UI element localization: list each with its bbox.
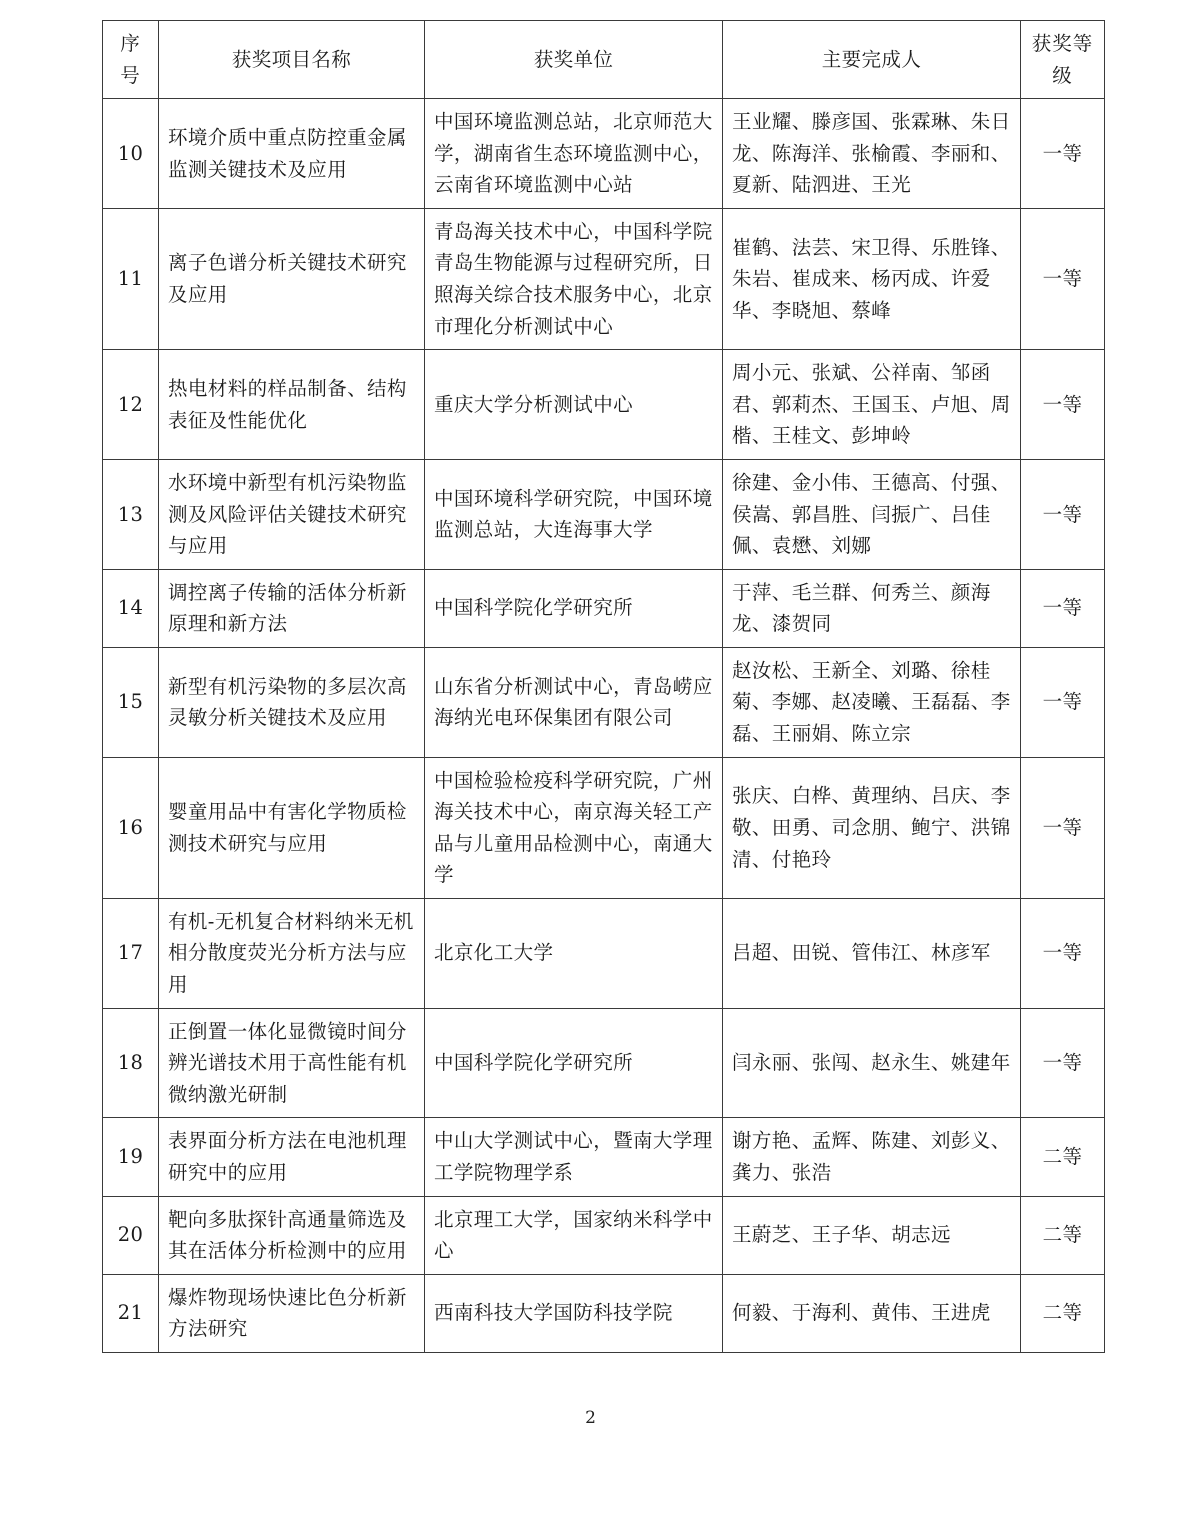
cell-sequence: 21 xyxy=(103,1274,159,1352)
cell-project: 婴童用品中有害化学物质检测技术研究与应用 xyxy=(159,757,425,898)
cell-sequence: 17 xyxy=(103,898,159,1008)
cell-people: 周小元、张斌、公祥南、邹函君、郭莉杰、王国玉、卢旭、周楷、王桂文、彭坤岭 xyxy=(723,350,1021,460)
cell-sequence: 10 xyxy=(103,99,159,209)
cell-people: 王业耀、滕彦国、张霖琳、朱日龙、陈海洋、张榆霞、李丽和、夏新、陆泗进、王光 xyxy=(723,99,1021,209)
cell-people: 吕超、田锐、管伟江、林彦军 xyxy=(723,898,1021,1008)
cell-people: 谢方艳、孟辉、陈建、刘彭义、龚力、张浩 xyxy=(723,1118,1021,1196)
table-row xyxy=(103,757,1105,898)
table-row xyxy=(103,1008,1105,1118)
cell-unit: 中国环境监测总站，北京师范大学，湖南省生态环境监测中心，云南省环境监测中心站 xyxy=(425,99,723,209)
cell-unit: 中国科学院化学研究所 xyxy=(425,1008,723,1118)
cell-grade: 一等 xyxy=(1021,208,1105,349)
cell-people: 张庆、白桦、黄理纳、吕庆、李敬、田勇、司念朋、鲍宁、洪锦清、付艳玲 xyxy=(723,757,1021,898)
cell-project: 靶向多肽探针高通量筛选及其在活体分析检测中的应用 xyxy=(159,1196,425,1274)
cell-grade: 一等 xyxy=(1021,898,1105,1008)
table-row xyxy=(103,208,1105,349)
cell-sequence: 20 xyxy=(103,1196,159,1274)
cell-project: 水环境中新型有机污染物监测及风险评估关键技术研究与应用 xyxy=(159,459,425,569)
cell-project: 表界面分析方法在电池机理研究中的应用 xyxy=(159,1118,425,1196)
table-row xyxy=(103,569,1105,647)
cell-grade: 一等 xyxy=(1021,350,1105,460)
cell-project: 有机-无机复合材料纳米无机相分散度荧光分析方法与应用 xyxy=(159,898,425,1008)
cell-unit: 山东省分析测试中心，青岛崂应海纳光电环保集团有限公司 xyxy=(425,647,723,757)
page-number: 2 xyxy=(585,1408,596,1428)
cell-sequence: 16 xyxy=(103,757,159,898)
cell-sequence: 14 xyxy=(103,569,159,647)
cell-unit: 中国检验检疫科学研究院，广州海关技术中心，南京海关轻工产品与儿童用品检测中心，南通大学 xyxy=(425,757,723,898)
cell-people: 何毅、于海利、黄伟、王进虎 xyxy=(723,1274,1021,1352)
cell-grade: 二等 xyxy=(1021,1196,1105,1274)
table-body xyxy=(103,99,1105,1353)
cell-people: 赵汝松、王新全、刘璐、徐桂菊、李娜、赵凌曦、王磊磊、李磊、王丽娟、陈立宗 xyxy=(723,647,1021,757)
cell-sequence: 12 xyxy=(103,350,159,460)
cell-grade: 一等 xyxy=(1021,459,1105,569)
cell-unit: 重庆大学分析测试中心 xyxy=(425,350,723,460)
award-table-container xyxy=(102,20,1104,1353)
cell-project: 离子色谱分析关键技术研究及应用 xyxy=(159,208,425,349)
cell-unit: 西南科技大学国防科技学院 xyxy=(425,1274,723,1352)
cell-grade: 一等 xyxy=(1021,1008,1105,1118)
table-row xyxy=(103,99,1105,209)
cell-unit: 中山大学测试中心，暨南大学理工学院物理学系 xyxy=(425,1118,723,1196)
cell-unit: 青岛海关技术中心，中国科学院青岛生物能源与过程研究所，日照海关综合技术服务中心，北京市理化分析测试中心 xyxy=(425,208,723,349)
cell-people: 闫永丽、张闯、赵永生、姚建年 xyxy=(723,1008,1021,1118)
table-row xyxy=(103,1118,1105,1196)
cell-unit: 北京理工大学，国家纳米科学中心 xyxy=(425,1196,723,1274)
cell-grade: 一等 xyxy=(1021,647,1105,757)
cell-people: 王蔚芝、王子华、胡志远 xyxy=(723,1196,1021,1274)
cell-people: 徐建、金小伟、王德高、付强、侯嵩、郭昌胜、闫振广、吕佳佩、袁懋、刘娜 xyxy=(723,459,1021,569)
cell-unit: 中国环境科学研究院，中国环境监测总站，大连海事大学 xyxy=(425,459,723,569)
column-header-unit: 获奖单位 xyxy=(425,21,723,99)
cell-project: 正倒置一体化显微镜时间分辨光谱技术用于高性能有机微纳激光研制 xyxy=(159,1008,425,1118)
cell-grade: 二等 xyxy=(1021,1274,1105,1352)
cell-unit: 中国科学院化学研究所 xyxy=(425,569,723,647)
column-header-grade: 获奖等级 xyxy=(1021,21,1105,99)
cell-grade: 二等 xyxy=(1021,1118,1105,1196)
table-row xyxy=(103,647,1105,757)
table-header-row xyxy=(103,21,1105,99)
cell-project: 新型有机污染物的多层次高灵敏分析关键技术及应用 xyxy=(159,647,425,757)
table-row xyxy=(103,459,1105,569)
cell-grade: 一等 xyxy=(1021,757,1105,898)
cell-sequence: 11 xyxy=(103,208,159,349)
column-header-sequence: 序号 xyxy=(103,21,159,99)
award-table xyxy=(102,20,1105,1353)
table-row xyxy=(103,1196,1105,1274)
cell-unit: 北京化工大学 xyxy=(425,898,723,1008)
cell-sequence: 13 xyxy=(103,459,159,569)
cell-project: 爆炸物现场快速比色分析新方法研究 xyxy=(159,1274,425,1352)
cell-sequence: 18 xyxy=(103,1008,159,1118)
table-row xyxy=(103,898,1105,1008)
column-header-project: 获奖项目名称 xyxy=(159,21,425,99)
table-row xyxy=(103,350,1105,460)
table-header xyxy=(103,21,1105,99)
cell-people: 于萍、毛兰群、何秀兰、颜海龙、漆贺同 xyxy=(723,569,1021,647)
cell-project: 环境介质中重点防控重金属监测关键技术及应用 xyxy=(159,99,425,209)
cell-project: 调控离子传输的活体分析新原理和新方法 xyxy=(159,569,425,647)
cell-grade: 一等 xyxy=(1021,569,1105,647)
table-row xyxy=(103,1274,1105,1352)
column-header-people: 主要完成人 xyxy=(723,21,1021,99)
cell-project: 热电材料的样品制备、结构表征及性能优化 xyxy=(159,350,425,460)
cell-people: 崔鹤、法芸、宋卫得、乐胜锋、朱岩、崔成来、杨丙成、许爱华、李晓旭、蔡峰 xyxy=(723,208,1021,349)
cell-sequence: 19 xyxy=(103,1118,159,1196)
cell-sequence: 15 xyxy=(103,647,159,757)
cell-grade: 一等 xyxy=(1021,99,1105,209)
